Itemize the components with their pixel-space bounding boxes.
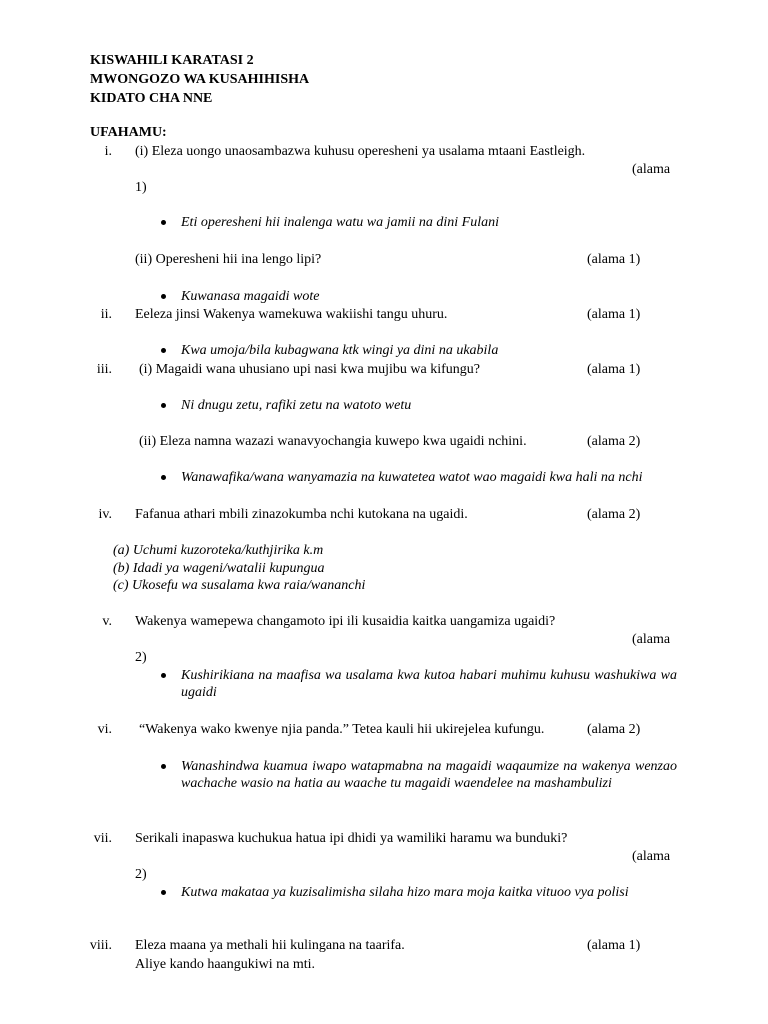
header-title: MWONGOZO WA KUSAHIHISHA (90, 72, 310, 87)
question-text: (i) Magaidi wana uhusiano upi nasi kwa mujibu wa kifungu? (139, 362, 480, 377)
answer-item: Eti operesheni hii inalenga watu wa jamii na dini Fulani (181, 215, 499, 230)
proverb-text: Aliye kando haangukiwi na mti. (135, 957, 316, 972)
question-text: “Wakenya wako kwenye njia panda.” Tetea kauli hii ukirejelea kufungu. (139, 722, 545, 737)
question-text: Serikali inapaswa kuchukua hatua ipi dhidi ya wamiliki haramu wa bunduki? (135, 831, 568, 846)
answer-item: Ni dnugu zetu, rafiki zetu na watoto wetu (181, 398, 412, 413)
question-marks: (alama (632, 162, 671, 177)
question-marks: (alama 1) (587, 938, 641, 953)
question-marks: (alama 2) (587, 507, 641, 522)
question-marks: (alama 2) (587, 434, 641, 449)
answer-item: Wanashindwa kuamua iwapo watapmabna na magaidi waqaumize na wakenya wenzao wachache wasio na hatia au waache tu magaidi waendelee na mashambulizi (181, 759, 677, 791)
question-marks: (alama (632, 849, 671, 864)
question-text: Eeleza jinsi Wakenya wamekuwa wakiishi tangu uhuru. (135, 307, 448, 322)
answer-item: Wanawafika/wana wanyamazia na kuwatetea watot wao magaidi kwa hali na nchi (181, 469, 677, 486)
question-text: Fafanua athari mbili zinazokumba nchi kutokana na ugaidi. (135, 507, 468, 522)
question-marks: (alama 1) (587, 362, 641, 377)
answer-item-b: (b) Idadi ya wageni/watalii kupungua (113, 561, 325, 576)
question-text: Wakenya wamepewa changamoto ipi ili kusaidia kaitka uangamiza ugaidi? (135, 614, 556, 629)
question-marks: (alama 2) (587, 722, 641, 737)
question-marks: (alama (632, 632, 671, 647)
answer-item: Kushirikiana na maafisa wa usalama kwa kutoa habari muhimu kuhusu washukiwa wa ugaidi (181, 668, 677, 700)
question-text: Eleza maana ya methali hii kulingana na taarifa. (135, 938, 405, 953)
question-number: v. (102, 614, 112, 629)
question-marks: (alama 1) (587, 307, 641, 322)
answer-item: Kuwanasa magaidi wote (181, 289, 320, 304)
question-marks: (alama 1) (587, 252, 641, 267)
question-text: (ii) Eleza namna wazazi wanavyochangia kuwepo kwa ugaidi nchini. (139, 434, 527, 449)
header-subject: KISWAHILI KARATASI 2 (90, 53, 254, 68)
question-marks-cont: 2) (135, 867, 147, 882)
answer-item: Kutwa makataa ya kuzisalimisha silaha hizo mara moja kaitka vituoo vya polisi (181, 885, 629, 900)
question-number: iv. (98, 507, 112, 522)
answer-item-c: (c) Ukosefu wa susalama kwa raia/wananchi (113, 578, 366, 593)
question-marks-cont: 2) (135, 650, 147, 665)
question-text: (i) Eleza uongo unaosambazwa kuhusu operesheni ya usalama mtaani Eastleigh. (135, 144, 586, 159)
section-title: UFAHAMU: (90, 125, 167, 140)
question-number: ii. (100, 307, 112, 322)
question-number: vii. (93, 831, 112, 846)
question-number: i. (104, 144, 112, 159)
question-marks-cont: 1) (135, 180, 147, 195)
question-text: (ii) Operesheni hii ina lengo lipi? (135, 252, 322, 267)
header-form: KIDATO CHA NNE (90, 91, 213, 106)
question-number: iii. (96, 362, 112, 377)
question-number: viii. (89, 938, 112, 953)
answer-item-a: (a) Uchumi kuzoroteka/kuthjirika k.m (113, 543, 324, 558)
answer-item: Kwa umoja/bila kubagwana ktk wingi ya dini na ukabila (181, 343, 499, 358)
question-number: vi. (97, 722, 112, 737)
